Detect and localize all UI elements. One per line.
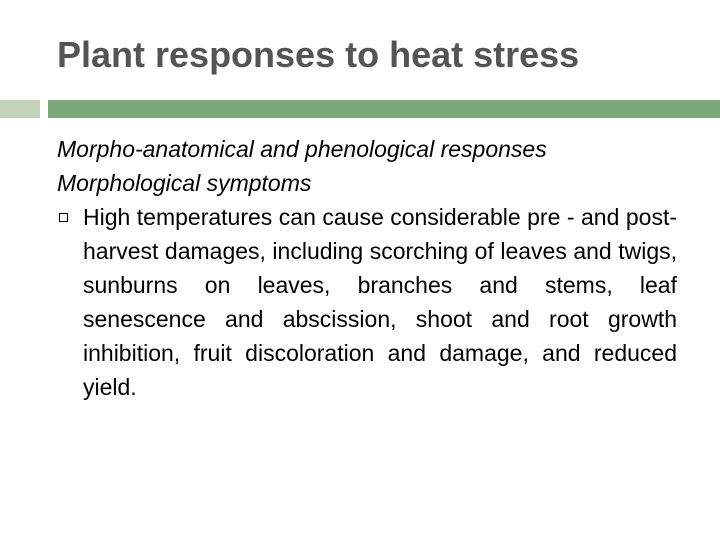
title-rule — [48, 100, 720, 118]
slide-body — [57, 132, 677, 404]
section-subheading: Morphological symptoms — [57, 170, 312, 196]
square-bullet-icon — [59, 213, 68, 222]
section-heading: Morpho-anatomical and phenological responses — [57, 136, 547, 162]
title-rule-left-segment — [0, 100, 40, 118]
slide-title: Plant responses to heat stress — [57, 34, 580, 75]
bullet-item — [57, 200, 677, 404]
bullet-text: High temperatures can cause considerable pre - and post-harvest damages, including scorching of leaves and twigs, sunburns on leaves, branches and stems, leaf senescence and abscission, shoot and root growth inhibition, fruit discoloration and damage, and reduced yield. — [83, 204, 677, 400]
